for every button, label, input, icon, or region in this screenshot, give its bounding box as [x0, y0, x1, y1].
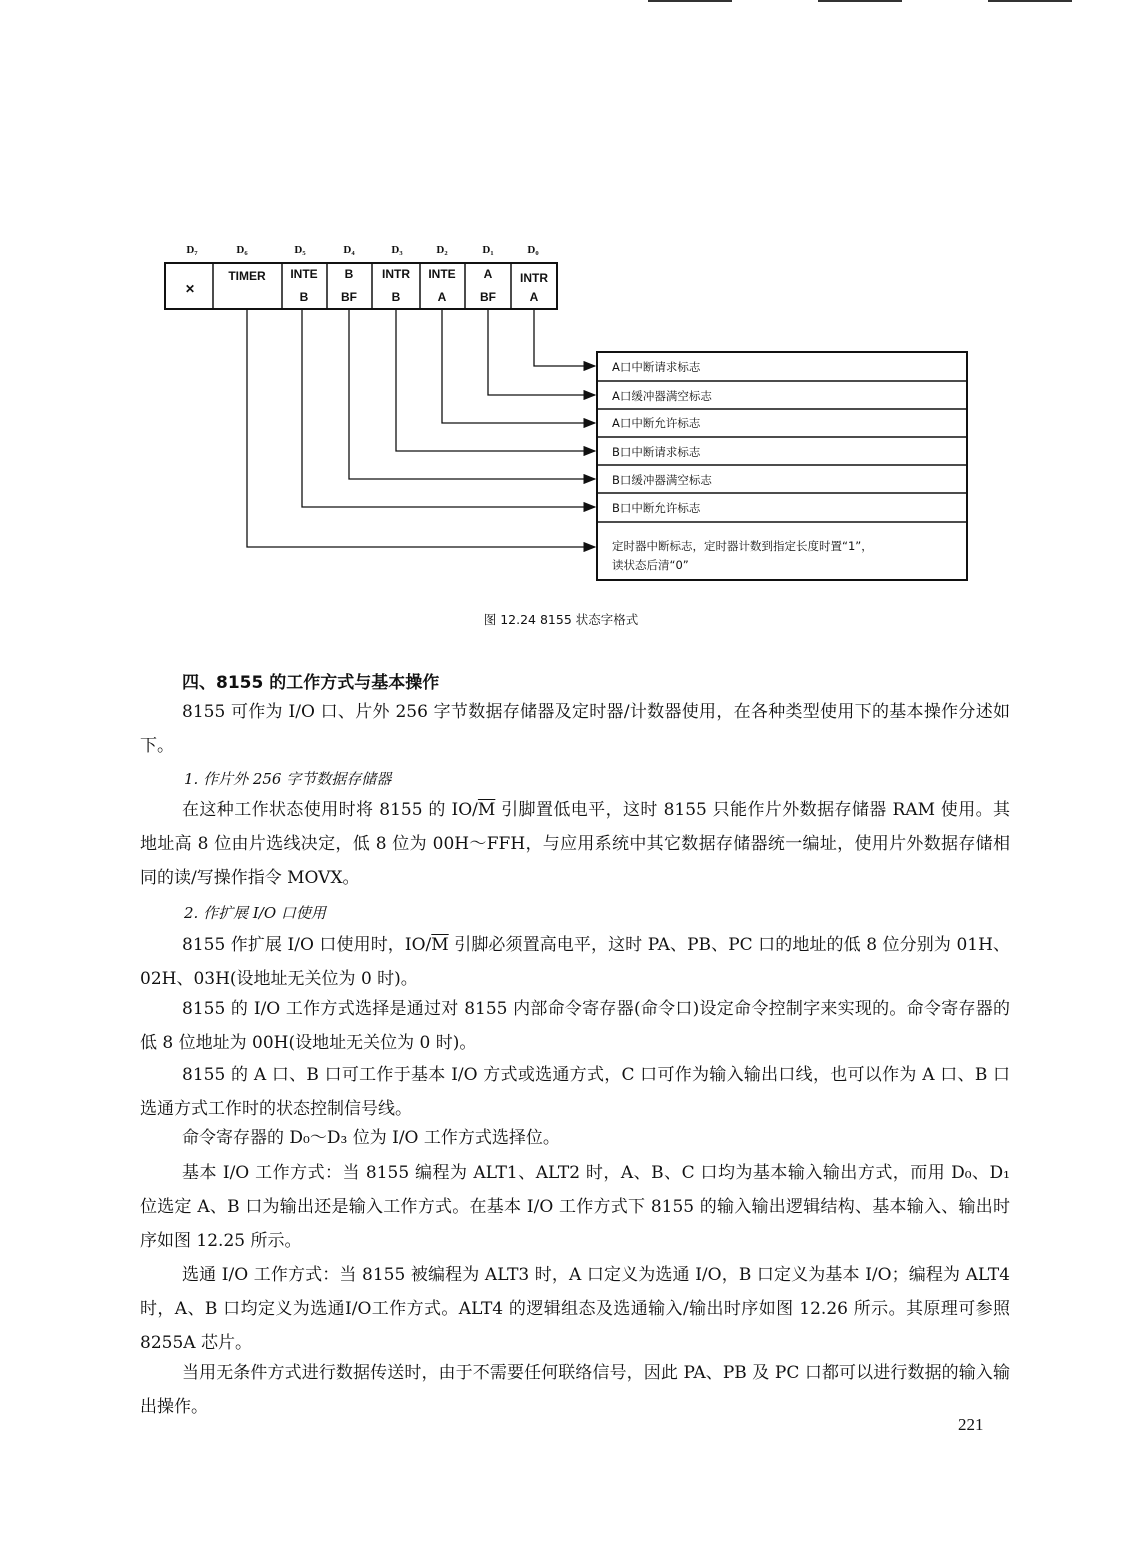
arrow-d1: [488, 309, 595, 395]
paragraph-4: 8155 的 A 口、B 口可工作于基本 I/O 方式或选通方式，C 口可作为输入输出口线，也可以作为 A 口、B 口选通方式工作时的状态控制信号线。: [140, 1065, 1010, 1119]
paragraph-2: [140, 928, 1010, 996]
cell-d2-line2: A: [437, 290, 447, 304]
cell-d1-line2: BF: [480, 290, 496, 304]
cell-d5-line2: B: [299, 290, 309, 304]
cell-d5-line1: INTE: [290, 267, 318, 281]
bit-label-d4: D₄: [343, 244, 355, 256]
paragraph-8: 当用无条件方式进行数据传送时，由于不需要任何联络信号，因此 PA、PB 及 PC 口都可以进行数据的输入输出操作。: [140, 1363, 1010, 1417]
desc-timer-line1: 定时器中断标志，定时器计数到指定长度时置“1”，: [612, 539, 873, 553]
cell-d4-line1: B: [344, 267, 354, 281]
paragraph-7: 选通 I/O 工作方式：当 8155 被编程为 ALT3 时，A 口定义为选通 I/O，B 口定义为基本 I/O；编程为 ALT4 时，A、B 口均定义为选通I/O工作方式。ALT4 的逻辑组态及选通输入/输出时序如图 12.26 所示。其原理可参照 8255A 芯片。: [140, 1265, 1010, 1353]
paragraph-5: 命令寄存器的 D₀～D₃ 位为 I/O 工作方式选择位。: [182, 1128, 560, 1148]
cell-d0-line2: A: [529, 290, 539, 304]
desc-b-bf: B口缓冲器满空标志: [612, 473, 712, 487]
arrow-d5: [302, 309, 595, 507]
arrow-d0: [534, 309, 595, 366]
paragraph-3: 8155 的 I/O 工作方式选择是通过对 8155 内部命令寄存器(命令口)设定命令控制字来实现的。命令寄存器的低 8 位地址为 00H(设地址无关位为 0 时)。: [140, 999, 1010, 1053]
arrow-d4: [349, 309, 595, 479]
cell-d0-line1: INTR: [520, 271, 548, 285]
paragraph-intro: 8155 可作为 I/O 口、片外 256 字节数据存储器及定时器/计数器使用，在各种类型使用下的基本操作分述如下。: [140, 702, 1010, 756]
p2-text-b: 引脚必须置高电平，这时 PA、PB、PC 口的地址的低 8 位分别为 01H、02H、03H(设地址无关位为 0 时)。: [140, 935, 1010, 989]
paragraph-1: [140, 793, 1010, 895]
desc-b-intr: B口中断请求标志: [612, 445, 701, 459]
cell-d2-line1: INTE: [428, 267, 456, 281]
page-number: 221: [958, 1415, 984, 1434]
arrow-d3: [396, 309, 595, 451]
figure-caption: 图 12.24 8155 状态字格式: [483, 612, 639, 627]
p2-text-a: 8155 作扩展 I/O 口使用时，IO/: [182, 935, 432, 955]
desc-timer-line2: 读状态后清“0”: [612, 558, 689, 572]
bit-label-d0: D₀: [527, 244, 539, 256]
p1-overbar-m: $\overline{M}$: [477, 800, 496, 820]
bit-label-d6: D₆: [236, 244, 248, 256]
arrow-d6: [247, 309, 595, 547]
cell-d4-line2: BF: [341, 290, 357, 304]
bit-label-d2: D₂: [436, 244, 448, 256]
register-box: [165, 263, 557, 309]
p1-text-b: 引脚置低电平，这时 8155 只能作片外数据存储器 RAM 使用。其地址高 8 位由片选线决定，低 8 位为 00H～FFH，与应用系统中其它数据存储器统一编址，使用片外数据存储相同的读/写操作指令 MOVX。: [140, 800, 1011, 888]
bit-label-d7: D₇: [186, 244, 198, 256]
paragraph-6: 基本 I/O 工作方式：当 8155 编程为 ALT1、ALT2 时，A、B、C 口均为基本输入输出方式，而用 D₀、D₁ 位选定 A、B 口为输出还是输入工作方式。在基本 I/O 工作方式下 8155 的输入输出逻辑结构、基本输入、输出时序如图 12.25 所示。: [140, 1163, 1010, 1251]
desc-a-inte: A口中断允许标志: [612, 416, 701, 430]
bit-label-d1: D₁: [482, 244, 494, 256]
p2-overbar-m: $\overline{M}$: [431, 935, 449, 955]
bit-label-d5: D₅: [294, 244, 306, 256]
cell-d3-line1: INTR: [382, 267, 410, 281]
status-word-diagram: [0, 0, 1122, 600]
subheading-1: 1. 作片外 256 字节数据存储器: [184, 770, 392, 788]
desc-b-inte: B口中断允许标志: [612, 501, 701, 515]
p1-text-a: 在这种工作状态使用时将 8155 的 IO/: [182, 800, 478, 820]
desc-a-intr: A口中断请求标志: [612, 360, 701, 374]
cell-d1-line1: A: [483, 267, 493, 281]
desc-a-bf: A口缓冲器满空标志: [612, 389, 712, 403]
section-heading: 四、8155 的工作方式与基本操作: [182, 673, 440, 693]
cell-d3-line2: B: [391, 290, 401, 304]
cell-d7-cross: ✕: [184, 282, 196, 296]
subheading-2: 2. 作扩展 I/O 口使用: [184, 904, 326, 922]
bit-label-d3: D₃: [391, 244, 403, 256]
cell-d6-line1: TIMER: [228, 269, 266, 283]
